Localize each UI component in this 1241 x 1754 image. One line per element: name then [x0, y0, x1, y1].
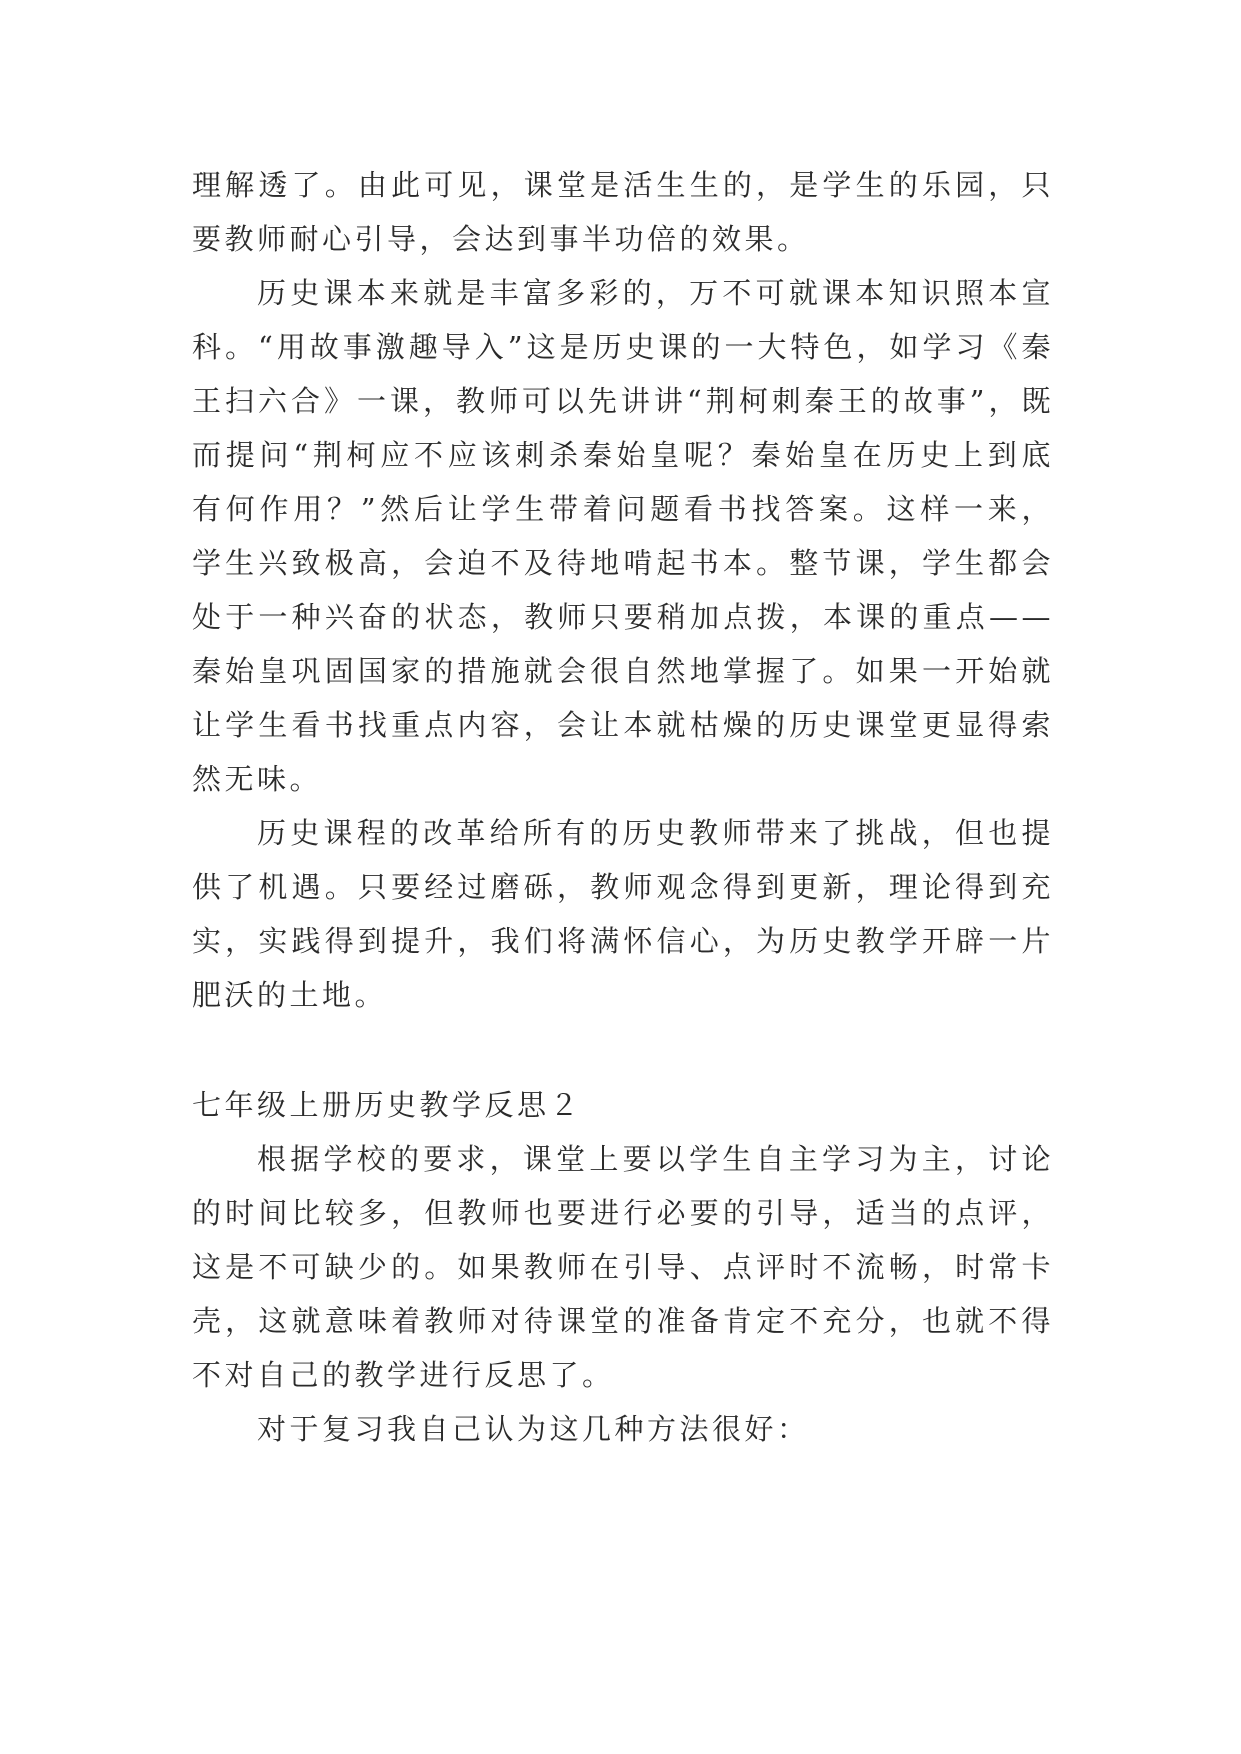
section-heading: 七年级上册历史教学反思２ — [192, 1088, 583, 1122]
paragraph-reform-conclusion: 历史课程的改革给所有的历史教师带来了挑战，但也提供了机遇。只要经过磨砾，教师观念得到更新，理论得到充实，实践得到提升，我们将满怀信心，为历史教学开辟一片肥沃的土地。 — [192, 816, 1054, 1012]
paragraph-review-methods: 对于复习我自己认为这几种方法很好： — [257, 1412, 810, 1446]
paragraph-story-intro: 历史课本来就是丰富多彩的，万不可就课本知识照本宣科。“用故事激趣导入”这是历史课的一大特色，如学习《秦王扫六合》一课，教师可以先讲讲“荆柯刺秦王的故事”，既而提问“荆柯应不应该刺杀秦始皇呢？秦始皇在历史上到底有何作用？”然后让学生带着问题看书找答案。这样一来，学生兴致极高，会迫不及待地啃起书本。整节课，学生都会处于一种兴奋的状态，教师只要稍加点拨，本课的重点——秦始皇巩固国家的措施就会很自然地掌握了。如果一开始就让学生看书找重点内容，会让本就枯燥的历史课堂更显得索然无味。 — [192, 276, 1054, 796]
paragraph-continuation: 理解透了。由此可见，课堂是活生生的，是学生的乐园，只要教师耐心引导，会达到事半功倍的效果。 — [192, 168, 1054, 256]
paragraph-school-requirements: 根据学校的要求，课堂上要以学生自主学习为主，讨论的时间比较多，但教师也要进行必要的引导，适当的点评，这是不可缺少的。如果教师在引导、点评时不流畅，时常卡壳，这就意味着教师对待课堂的准备肯定不充分，也就不得不对自己的教学进行反思了。 — [192, 1142, 1054, 1392]
document-body — [192, 158, 1054, 1456]
